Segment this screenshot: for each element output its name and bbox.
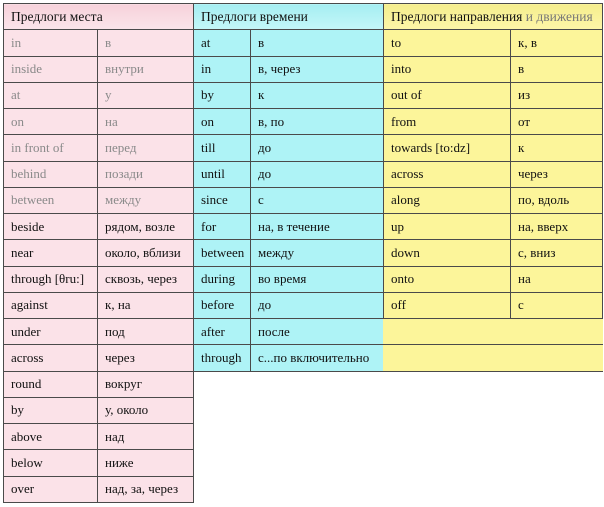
place-russian-cell: на: [98, 109, 194, 135]
time-english-cell: between: [194, 240, 251, 266]
direction-russian-cell: от: [511, 109, 603, 135]
place-english-cell: across: [4, 345, 98, 371]
place-row: [4, 319, 194, 345]
time-table-title: Предлоги времени: [194, 4, 384, 30]
place-row: [4, 450, 194, 476]
place-russian-cell: ниже: [98, 450, 194, 476]
direction-english-cell: [384, 319, 511, 345]
place-prepositions-table: [3, 3, 194, 503]
direction-english-cell: towards [to:dz]: [384, 135, 511, 161]
place-russian-cell: перед: [98, 135, 194, 161]
time-russian-cell: во время: [251, 266, 384, 292]
direction-row: [384, 266, 603, 292]
time-russian-cell: в, через: [251, 56, 384, 82]
time-row: [194, 56, 384, 82]
place-row: [4, 397, 194, 423]
place-row: [4, 371, 194, 397]
time-russian-cell: в: [251, 30, 384, 56]
direction-english-cell: up: [384, 214, 511, 240]
place-row: [4, 424, 194, 450]
direction-russian-cell: из: [511, 82, 603, 108]
time-row: [194, 109, 384, 135]
time-english-cell: for: [194, 214, 251, 240]
place-row: [4, 187, 194, 213]
direction-row: [384, 135, 603, 161]
place-russian-cell: в: [98, 30, 194, 56]
direction-english-cell: from: [384, 109, 511, 135]
time-russian-cell: с: [251, 187, 384, 213]
direction-row: [384, 240, 603, 266]
place-row: [4, 161, 194, 187]
place-russian-cell: внутри: [98, 56, 194, 82]
direction-english-cell: down: [384, 240, 511, 266]
place-row: [4, 30, 194, 56]
place-english-cell: under: [4, 319, 98, 345]
place-english-cell: behind: [4, 161, 98, 187]
direction-english-cell: across: [384, 161, 511, 187]
place-english-cell: by: [4, 397, 98, 423]
time-russian-cell: с...по включительно: [251, 345, 384, 371]
direction-row: [384, 319, 603, 345]
place-russian-cell: около, вблизи: [98, 240, 194, 266]
direction-row: [384, 82, 603, 108]
place-row: [4, 82, 194, 108]
place-row: [4, 240, 194, 266]
time-russian-cell: до: [251, 292, 384, 318]
direction-russian-cell: с: [511, 292, 603, 318]
direction-russian-cell: через: [511, 161, 603, 187]
place-row: [4, 214, 194, 240]
direction-row: [384, 214, 603, 240]
direction-row: [384, 30, 603, 56]
place-row: [4, 135, 194, 161]
time-row: [194, 82, 384, 108]
time-row: [194, 161, 384, 187]
time-row: [194, 345, 384, 371]
place-russian-cell: под: [98, 319, 194, 345]
direction-russian-cell: по, вдоль: [511, 187, 603, 213]
place-english-cell: round: [4, 371, 98, 397]
time-english-cell: till: [194, 135, 251, 161]
time-row: [194, 135, 384, 161]
place-english-cell: in: [4, 30, 98, 56]
direction-russian-cell: к: [511, 135, 603, 161]
time-row: [194, 319, 384, 345]
place-english-cell: at: [4, 82, 98, 108]
direction-english-cell: to: [384, 30, 511, 56]
place-english-cell: over: [4, 476, 98, 502]
time-row: [194, 292, 384, 318]
direction-row: [384, 345, 603, 371]
place-russian-cell: к, на: [98, 292, 194, 318]
direction-row: [384, 161, 603, 187]
direction-row: [384, 109, 603, 135]
time-row: [194, 266, 384, 292]
time-english-cell: during: [194, 266, 251, 292]
time-english-cell: at: [194, 30, 251, 56]
time-english-cell: by: [194, 82, 251, 108]
time-english-cell: before: [194, 292, 251, 318]
place-row: [4, 56, 194, 82]
place-english-cell: between: [4, 187, 98, 213]
direction-russian-cell: в: [511, 56, 603, 82]
place-row: [4, 266, 194, 292]
direction-prepositions-table: [383, 3, 603, 372]
time-english-cell: since: [194, 187, 251, 213]
time-russian-cell: после: [251, 319, 384, 345]
time-english-cell: on: [194, 109, 251, 135]
time-english-cell: through: [194, 345, 251, 371]
time-russian-cell: к: [251, 82, 384, 108]
place-row: [4, 476, 194, 502]
time-russian-cell: до: [251, 161, 384, 187]
direction-russian-cell: с, вниз: [511, 240, 603, 266]
time-english-cell: in: [194, 56, 251, 82]
place-english-cell: in front of: [4, 135, 98, 161]
direction-english-cell: off: [384, 292, 511, 318]
place-english-cell: beside: [4, 214, 98, 240]
time-russian-cell: на, в течение: [251, 214, 384, 240]
direction-russian-cell: к, в: [511, 30, 603, 56]
place-english-cell: near: [4, 240, 98, 266]
direction-english-cell: out of: [384, 82, 511, 108]
place-english-cell: on: [4, 109, 98, 135]
direction-table-title: [384, 4, 603, 30]
place-english-cell: through [θru:]: [4, 266, 98, 292]
direction-russian-cell: на: [511, 266, 603, 292]
direction-title-main: Предлоги направления: [391, 8, 523, 24]
place-russian-cell: у, около: [98, 397, 194, 423]
place-russian-cell: сквозь, через: [98, 266, 194, 292]
place-row: [4, 345, 194, 371]
place-english-cell: below: [4, 450, 98, 476]
direction-row: [384, 292, 603, 318]
direction-english-cell: along: [384, 187, 511, 213]
direction-title-rest: и движения: [522, 8, 593, 24]
direction-russian-cell: [511, 345, 603, 371]
direction-english-cell: onto: [384, 266, 511, 292]
time-row: [194, 214, 384, 240]
place-russian-cell: рядом, возле: [98, 214, 194, 240]
direction-english-cell: into: [384, 56, 511, 82]
time-russian-cell: до: [251, 135, 384, 161]
place-russian-cell: у: [98, 82, 194, 108]
place-english-cell: above: [4, 424, 98, 450]
place-russian-cell: над: [98, 424, 194, 450]
time-russian-cell: между: [251, 240, 384, 266]
direction-russian-cell: [511, 319, 603, 345]
place-russian-cell: через: [98, 345, 194, 371]
place-english-cell: against: [4, 292, 98, 318]
direction-row: [384, 187, 603, 213]
place-russian-cell: над, за, через: [98, 476, 194, 502]
direction-english-cell: [384, 345, 511, 371]
place-table-title: Предлоги места: [4, 4, 194, 30]
time-row: [194, 240, 384, 266]
place-row: [4, 292, 194, 318]
time-english-cell: until: [194, 161, 251, 187]
time-prepositions-table: [193, 3, 384, 372]
place-english-cell: inside: [4, 56, 98, 82]
direction-russian-cell: на, вверх: [511, 214, 603, 240]
direction-row: [384, 56, 603, 82]
time-english-cell: after: [194, 319, 251, 345]
place-russian-cell: позади: [98, 161, 194, 187]
time-row: [194, 30, 384, 56]
place-row: [4, 109, 194, 135]
place-russian-cell: между: [98, 187, 194, 213]
time-row: [194, 187, 384, 213]
place-russian-cell: вокруг: [98, 371, 194, 397]
time-russian-cell: в, по: [251, 109, 384, 135]
